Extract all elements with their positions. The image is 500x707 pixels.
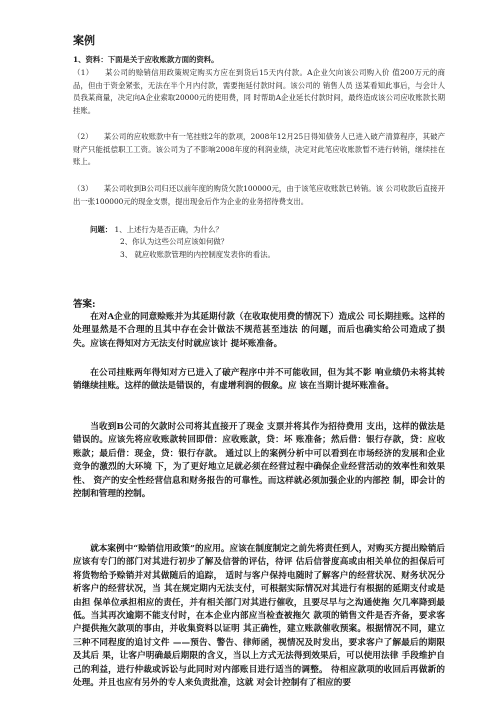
- question-item: 3、 就应收账款管理的内控制度发表你的看法。: [120, 249, 275, 259]
- answer-paragraph-3: 当收到B公司的欠款时公司将其直接开了现金 支票并将其作为招待费用 支出，这样的做法是错误的。应该先将应收账款转回即借：应收账款，贷：坏 账准备；然后借：银行存款，贷：应收账款；最后借：现金，贷：银行存款。 通过以上的案例分析中可以看到在市场经济的发展和企业竞争的激烈的大环境 下，为了更好地立足就必须在经营过程中确保企业经营活动的效率性和效果性、 资产的安全性经营信息和财务报告的可靠性。而这样就必须加强企业的内部控 制，即会计的控制和管理的控制。: [73, 422, 445, 500]
- material-paragraph-2: （2） 某公司的应收账款中有一笔挂账2年的款项，2008年12月25日得知债务人已进入破产清算程序，其破产财产只能抵偿职工工资。该公司为了不影响2008年度的利润业绩，决定对此笔应收账款暂不进行转销，继续挂在账上。: [73, 132, 445, 167]
- answer-paragraph-2: 在公司挂账两年得知对方已进入了破产程序中并不可能收回，但为其不影 响业绩仍未将其转销继续挂账。这样的做法是错误的，有虚增利润的假象。应 该在当期计提坏账准备。: [73, 368, 445, 392]
- answer-paragraph-4: 就本案例中“赊销信用政策”的应用。应该在制度制定之前先将责任到人，对购买方提出赊销后应该有专门的部门对其进行初步了解及信誉的评估，待评 估后信誉度高或由相关单位的担保后可将货物给予赊销并对其做随后的追踪， 适时与客户保持电随时了解客户的经营状况、财务状况分析客户的经营状况，当 其在规定期内无法支付，可根据实际情况对其进行有根据的延期支付或是由担 保单位承担相应的责任，并有相关部门对其进行催收，且要尽早与之沟通使拖 欠几率降到最低。当其再次逾期不能支付时，在本企业内部应当检查被拖欠 款项的销售文件是否齐备，要求客户提供拖欠款项的事由，并收集资料以证明 其正确性，建立账款催收预案。根据情况不同，建立三种不同程度的追讨文件 ——预告、警告、律师函，视情况及时发出，要求客户了解最后的期限及其后 果，让客户明确最后期限的含义，当以上方式无法得到效果后，可以使用法律 手段维护自己的利益，进行仲裁或诉讼与此同时对内部账目进行适当的调整。 待相应款项的收回后再做新的处理。并且也应有另外的专人来负责批准，这就 对会计控制有了相应的要: [73, 544, 445, 689]
- answer-heading: 答案:: [73, 299, 96, 310]
- answer-paragraph-1: 在对A企业的同意赊账并为其延期付款（在收取使用费的情况下）造成公 司长期挂账。这样的处理显然是不合理的且其中存在会计做法不规范甚至违法 的问题，而后也确实给公司造成了损失。应该在得知对方无法支付时就应该计 提坏账准备。: [73, 312, 445, 349]
- question-row-1: [90, 224, 430, 236]
- material-intro: [73, 54, 445, 67]
- questions-label: 问题：: [90, 225, 113, 234]
- material-paragraph-1: （1） 某公司的赊销信用政策规定购买方应在到货后15天内付款。A企业欠向该公司购入价 值200万元的商品，但由于资金紧张，无法在半个月内付款，需要拖延付款时间。该公司的 销售人员 送某看知此事后，与会计人员我某商量，决定向A企业索取20000元的使用费，同 时帮助A企业延长付款时间，最终造成该公司应收账款长期挂账。: [73, 68, 445, 115]
- question-row-2: [90, 236, 430, 248]
- document-title: 案例: [73, 34, 95, 47]
- material-intro-text: 1、资料：下面是关于应收账款方面的资料。: [73, 55, 219, 64]
- question-item: 2、你认为这些公司应该如何做？: [120, 237, 229, 247]
- material-paragraph-3: （3） 某公司收到B公司归还以前年度的购货欠款100000元，由于该笔应收账款已转销。该 公司收款后直接开出一张100000元的现金支票，提出现金后作为企业的业务招待费支出。: [73, 184, 445, 206]
- question-row-3: [90, 249, 430, 261]
- questions-list: [90, 224, 430, 261]
- question-item: 1、上述行为是否正确，为什么？: [114, 225, 223, 234]
